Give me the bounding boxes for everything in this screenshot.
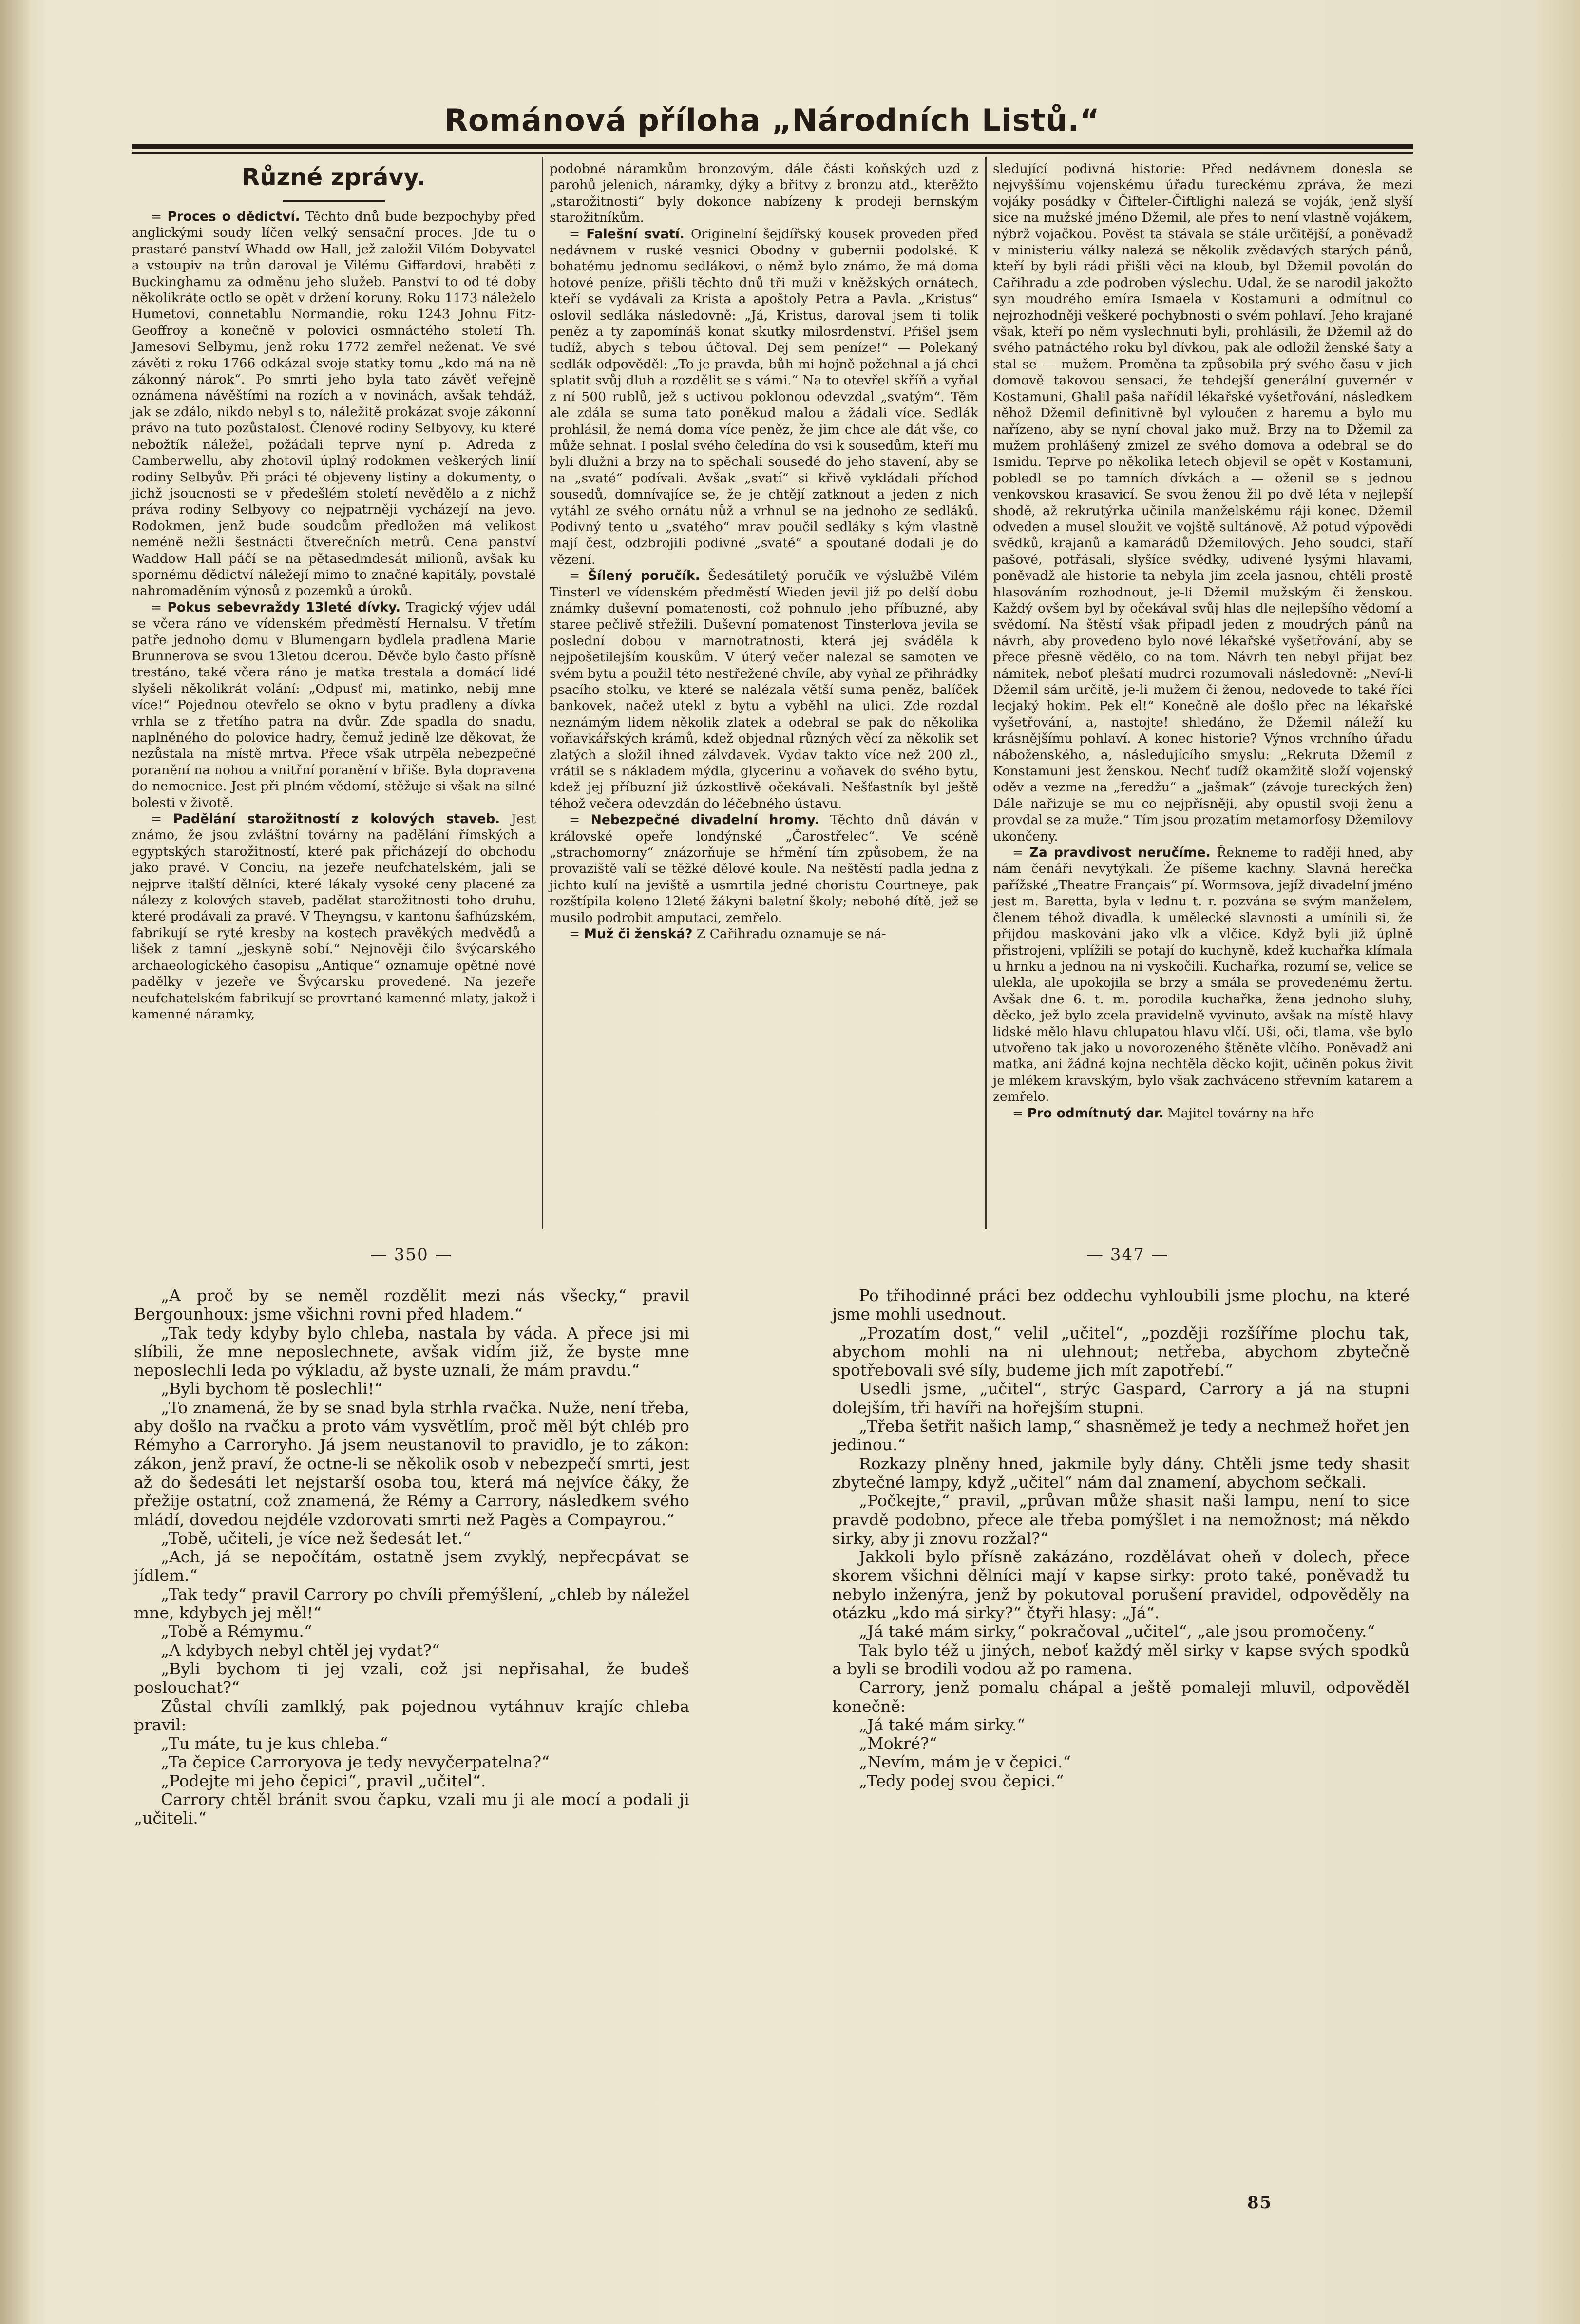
story-paragraph: „Tobě a Rémymu.“ <box>161 1622 312 1641</box>
news-item: = Proces o dědictví. Těchto dnů bude bezpochyby před anglickými soudy líčen velký sensační proces. Jde tu o prastaré panství Whadd ow Hall, jež založil Vilém Dobyvatel a vstoupiv na trůn daroval je Vilému Giffardovi, hraběti z Buckinghamu za odměnu jeho služeb. Panství to od té doby několikráte octlo se opět v držení koruny. Roku 1173 náleželo Humetovi, connetablu Normandie, roku 1243 Johnu Fitz-Geoffroy a konečně v polovici osmnáctého století Th. Jamesovi Selbymu, jenž roku 1772 zemřel neženat. Ve své závěti z roku 1766 odkázal svoje statky tomu „kdo má na ně zákonný nárok“. Po smrti jeho byla tato závěť veřejně oznámena návěštími na rozích a v novinách, avšak tehdáž, jak se zdálo, nikdo nebyl s to, náležitě prokázat svoje zákonní právo na tuto pozůstalost. Členové rodiny Selbyovy, ku které nebožtík náležel, požádali teprve nyní p. Adreda z Camberwellu, aby zhotovil úplný rodokmen veškerých linií rodiny Selbyův. Při práci té objeveny listiny a dokumenty, o jichž jsoucnosti se v předešlém století nevědělo a z nichž práva rodiny Selbyovy co nejpatrněji vycházejí na jevo. Rodokmen, jenž bude soudcům předložen má velikost neméně nežli šestnácti čtverečních metrů. Cena panství Waddow Hall páčí se na pětasedmdesát milionů, avšak ku spornému dědictví náležejí mimo to značné kapitály, povstalé nahromaděním výnosů z pozemků a úroků. <box>132 209 536 599</box>
section-title: Různé zprávy. <box>242 164 426 191</box>
story-paragraph: „Tak tedy“ pravil Carrory po chvíli přemýšlení, „chleb by náležel mne, kdybych jej měl!“ <box>134 1584 689 1623</box>
story-paragraph: Po třihodinné práci bez oddechu vyhloubili jsme plochu, na které jsme mohli usednout. <box>832 1286 1409 1324</box>
news-item-body: sledující podivná historie: Před nedávnem donesla se nejvyššímu vojenskému úřadu tureckému zpráva, že mezi vojáky posádky v Čifteler-Čiftlighi nalezá se voják, jenž slyší sice na mužské jméno Džemil, ale přes to není vlastně vojákem, nýbrž vojačkou. Pověst ta stávala se stále určitější, a poněvadž v ministeriu války nalezá se několik zvědavých starých pánů, kteří by byli rádi přišli věci na kloub, byl Džemil povolán do Cařihradu a zde podroben výslechu. Udal, že se narodil jakožto syn moudrého emíra Ismaela v Kostamuni a odmítnul co nejrozhodněji veškeré pochybnosti o svém pohlaví. Jeho krajané však, kteří po něm vyslechnuti byli, prohlásili, že Džemil až do svého patnáctého roku byl dívkou, pak ale odložil ženské šaty a stal se — mužem. Proměna ta způsobila prý svého času v jich domově takovou sensaci, že tehdejší generální guvernér v Kostamuni, Ghalil paša nařídil lékařské vyšetřování, následkem něhož Džemil definitivně byl vyloučen z haremu a bylo mu nařízeno, aby se nyní choval jako muž. Brzy na to Džemil za mužem prohlášený zmizel ze svého domova a odebral se do Ismidu. Teprve po několika letech objevil se opět v Kostamuni, pobledl se po tamních dívkách a — oženil se s jednou venkovskou krasavicí. Se svou ženou žil po dvě léta v nejlepší shodě, až rekrutýrka učinila manželskému ráji konec. Džemil odveden a musel sloužit ve vojště sultánově. Až potud výpovědi svědků, krajanů a kamarádů Džemilových. Jeho soudci, staří pašové, potřásali, slyšíce svědky, udivené lysými hlavami, poněvadž ale historie ta nebyla jim zcela jasnou, chtěli prostě hlasováním rozhodnout, je-li Džemil mužským či ženskou. Každý ovšem byl by očekával svůj hlas dle nejlepšího vědomí a svědomí. Na štěstí však připadl jeden z moudrých pánů na návrh, aby provedeno bylo nové lékařské vyšetřování, aby se přece přesně vědělo, co na tom. Návrh ten nebyl přijat bez námitek, neboť plešatí mudrci rozumovali následovně: „Neví-li Džemil sám určitě, je-li mužem či ženou, nedovede to také říci lecjaký hokim. Pek el!“ Konečně ale došlo přec na lékařské vyšetřování, a, nastojte! shledáno, že Džemil náleží ku krásnějšímu pohlaví. A konec historie? Výnos vrchního úřadu náboženského, a, následujícího smyslu: „Rekruta Džemil z Konstamuni jest ženskou. Nechť tudíž okamžitě složí vojenský oděv a vezme na „feredžu“ a „jašmak“ (závoje tureckých žen) Dále nařizuje se mu co nejpřísněji, aby opustil svoji ženu a provdal se za muže.“ Tím jsou prozatím metamorfosy Džemilovy ukončeny. <box>993 161 1413 844</box>
story-paragraph: „A kdybych nebyl chtěl jej vydat?“ <box>161 1640 440 1660</box>
story-paragraph: „Ach, já se nepočítám, ostatně jsem zvyklý, nepřecpávat se jídlem.“ <box>134 1547 689 1585</box>
news-item-body: Z Cařihradu oznamuje se ná- <box>696 926 886 942</box>
page-number-left: — 350 — <box>370 1245 453 1265</box>
story-paragraph: „Tak tedy kdyby bylo chleba, nastala by váda. A přece jsi mi slíbili, že mne neposlechnete, avšak vidím již, že byste mne neposlechli leda po výkladu, až byste uznali, že mám pravdu.“ <box>134 1323 689 1380</box>
story-paragraph: Jakkoli bylo přísně zakázáno, rozdělávat oheň v dolech, přece skorem všichni dělníci mají v kapse sirky: proto také, poněvadž tu nebylo inženýra, jenž by pokutoval porušení pravidel, odpověděly na otázku „kdo má sirky?“ čtyři hlasy: „Já“. <box>832 1547 1409 1623</box>
column-divider-1 <box>542 157 543 1229</box>
news-item-headline: Pro odmítnutý dar. <box>1027 1105 1164 1121</box>
story-paragraph: Rozkazy plněny hned, jakmile byly dány. Chtěli jsme tedy shasit zbytečné lampy, když „učitel“ nám dal znamení, abychom sečkali. <box>832 1454 1409 1492</box>
column-divider-2 <box>985 157 987 1229</box>
story-paragraph: Tak bylo též u jiných, neboť každý měl sirky v kapse svých spodků a byli se brodili vodou až po ramena. <box>832 1640 1409 1678</box>
story-paragraph: „Tedy podej svou čepici.“ <box>859 1771 1064 1790</box>
news-item-body: Šedesátiletý poručík ve výslužbě Vilém Tinsterl ve vídenském předměstí Wieden jevil již po delší dobu známky duševní pomatenosti, což pohnulo jeho příbuzné, aby staree pečlivě střežili. Duševní pomatenost Tinsterlova jevila se poslední dobou v marnotratnosti, která jej svádělа k nejpošetilejším kouskům. V úterý večer nalezal se samoten ve svém bytu a použil této nestřežené chvíle, aby vyňal ze přihrádky psacího stolku, ve které se nalézala větší suma peněz, balíček bankovek, načež utekl z bytu a vyběhl na ulici. Zde rozdal neznámým lidem několik zlatek a odebral se pak do několika voňavkářských krámů, kdež objednal různých věcí za několik set zlatých a složil ihned zálvdavek. Vydav takto více než 200 zl., vrátil se s nákladem mýdla, glycerinu a voňavek do svého bytu, kdež jej příbuzní již úzkostlivě očekávali. Nešťastník byl ještě téhož večera odevzdán do léčebného ústavu. <box>550 568 978 811</box>
signature-mark: 85 <box>1247 2193 1273 2212</box>
news-item-headline: Za pravdivost neručíme. <box>1029 845 1211 861</box>
news-item-body: Tragický výjev udál se včera ráno ve vídenském předměstí Hernalsu. V třetím patře jednoho domu v Blumengarn bydlela pradlena Marie Brunnerova se svou 13letou dcerou. Děvče bylo často přísně trestáno, také včera ráno je matka trestala a domácí lidé slyšeli několikrát volání: „Odpusť mi, matinko, nebij mne více!“ Pojednou otevřelo se okno v bytu pradleny a dívka vrhla se z třetího patra na dvůr. Zde spadla do snadu, naplněného do polovice hadry, čemuž jedině lze děkovat, že nezůstala na místě mrtva. Přece však utrpěla nebezpečné poranění na nohou a vnitřní poranění v břiše. Byla dopravena do nemocnice. Jest při plném vědomí, stěžuje si však na silné bolesti v životě. <box>132 599 536 810</box>
news-item: = Falešní svatí. Originelní šejdířský kousek proveden před nedávnem v ruské vesnici Obodny v gubernii podolské. K bohatému jednomu sedlákovi, o němž bylo známo, že má doma hotové peníze, přišli těchto dnů tři muži v kněžských ornátech, kteří se vydávali za Krista a apoštoly Petra a Pavla. „Kristus“ oslovil sedláka následovně: „Já, Kristus, daroval jsem ti tolik peněz a ty zapomínáš konat skutky milosrdenství. Přišel jsem tudíž, abych s tebou účtoval. Dej sem peníze!“ — Polekaný sedlák odpověděl: „To je pravda, bůh mi hojně požehnal a já chci splatit svůj dluh a rozdělit se s vámi.“ Na to otevřel skříň a vyňal z ní 500 rublů, jež s uctivou poklonou odevzdal „svatým“. Těm ale zdála se suma tato poněkud malou a žádali více. Sedlák prohlásil, že nemá doma více peněz, že jim chce ale dát vše, co může sehnat. I poslal svého čeledína do vsi k sousedům, kteří mu byli dlužni a brzy na to spěchali sousedé do jeho stavení, aby se na „svaté“ podívali. Avšak „svatí“ si křivě vykládali příchod sousedů, domnívajíce se, že je chtějí zatknout a jeden z nich vytáhl ze svého ornátu nůž a vrhnul se na jednoho ze sedláků. Podivný tento u „svatého“ mrav poučil sedláky s kým vlastně mají čest, odzbrojili podivné „svaté“ a spoutané dodali je do vězení. <box>550 226 978 567</box>
story-paragraph: „Počkejte,“ pravil, „průvan může shasit naši lampu, není to sice pravdě podobno, přece ale třeba pomýšlet i na nemožnost; má někdo sirky, aby ji znovu rozžal?“ <box>832 1491 1409 1548</box>
novel-column-left <box>134 1287 689 1828</box>
news-item-headline: Nebezpečné divadelní hromy. <box>590 812 819 828</box>
news-item: = Za pravdivost neručíme. Řekneme to raději hned, aby nám čenáři nevytýkali. Že píšeme kachny. Slavná herečka pařížské „Theatre Français“ pí. Wormsova, jejíž divadelní jméno jest m. Baretta, byla v lednu t. r. pozvána se svým manželem, členem téhož divadla, k umělecké slavnosti a umínili si, že přijdou maskováni jako vlk a vlčice. Když byli již úplně přistrojeni, vplížili se potají do kuchyně, kdež kuchařka klímala u hrnku a jednou na ni vyskočili. Kuchařka, rozumí se, velice se ulekla, ale upokojila se brzy a smála se provedenému žertu. Avšak dne 6. t. m. porodila kuchařka, žena jednoho sluhy, děcko, jež bylo zcela pravidelně vyvinuto, avšak na místě hlavy lidské mělo hlavu chlupatou hlavu vlčí. Uši, oči, tlama, vše bylo utvořeno tak jako u novorozeného štěněte vlčího. Poněvadž ani matka, ani žádná kojna nechtěla děcko kojit, učiněn pokus živit je mlékem kravským, bylo však zachváceno střevním katarem a zemřelo. <box>993 845 1413 1105</box>
news-item: = Padělání starožitností z kolových staveb. Jest známo, že jsou zvláštní továrny na padělání římských a egyptských starožitností, které pak přicházejí do obchodu jako pravé. V Conciu, na jezeře neufchatelském, jali se nejprve italští dělníci, které lákaly vysoké ceny placené za nálezy z kolových staveb, padělat starožitnosti toho druhu, které prodávali za pravé. V Theyngsu, v kantonu šafhúzském, fabrikují se ryté kresby na kostech pravěkých medvědů a lišek z tamní „jeskyně sobí.“ Nejnověji čilo švýcarského archaeologického časopisu „Antique“ oznamuje opětné nové padělky v jezeře ve Švýcarsku provedené. Na jezeře neufchatelském fabrikují se provrtané kamenné mlaty, jakož i kamenné náramky, <box>132 811 536 1022</box>
story-paragraph: „Já také mám sirky.“ <box>859 1715 1026 1734</box>
news-item-body: Těchto dnů bude bezpochyby před anglickými soudy líčen velký sensační proces. Jde tu o prastaré panství Whadd ow Hall, jež založil Vilém Dobyvatel a vstoupiv na trůn daroval je Vilému Giffardovi, hraběti z Buckinghamu za odměnu jeho služeb. Panství to od té doby několikráte octlo se opět v držení koruny. Roku 1173 náleželo Humetovi, connetablu Normandie, roku 1243 Johnu Fitz-Geoffroy a konečně v polovici osmnáctého století Th. Jamesovi Selbymu, jenž roku 1772 zemřel neženat. Ve své závěti z roku 1766 odkázal svoje statky tomu „kdo má na ně zákonný nárok“. Po smrti jeho byla tato závěť veřejně oznámena návěštími na rozích a v novinách, avšak tehdáž, jak se zdálo, nikdo nebyl s to, náležitě prokázat svoje zákonní právo na tuto pozůstalost. Členové rodiny Selbyovy, ku které nebožtík náležel, požádali teprve nyní p. Adreda z Camberwellu, aby zhotovil úplný rodokmen veškerých linií rodiny Selbyův. Při práci té objeveny listiny a dokumenty, o jichž jsoucnosti se v předešlém století nevědělo a z nichž práva rodiny Selbyovy co nejpatrněji vycházejí na jevo. Rodokmen, jenž bude soudcům předložen má velikost neméně nežli šestnácti čtverečních metrů. Cena panství Waddow Hall páčí se na pětasedmdesát milionů, avšak ku spornému dědictví náležejí mimo to značné kapitály, povstalé nahromaděním výnosů z pozemků a úroků. <box>132 209 536 599</box>
story-paragraph: „Třeba šetřit našich lamp,“ shasněmež je tedy a nechmež hořet jen jedinou.“ <box>832 1417 1409 1455</box>
news-item-headline: Proces o dědictví. <box>167 209 300 224</box>
story-paragraph: „Tu máte, tu je kus chleba.“ <box>161 1734 388 1753</box>
story-paragraph: „Prozatím dost,“ velil „učitel“, „později rozšíříme plochu tak, abychom mohli na ni ulehnout; netřeba, abychom zbytečně spotřebovali své síly, budeme jich mít zapotřebí.“ <box>832 1323 1409 1380</box>
news-item: = Muž či ženská? Z Cařihradu oznamuje se ná- <box>569 926 886 942</box>
page-fold-shadow <box>0 0 29 2324</box>
story-paragraph: „Ta čepice Carroryova je tedy nevyčerpatelna?“ <box>161 1752 550 1772</box>
news-item: = Nebezpečné divadelní hromy. Těchto dnů dáván v královské opeře londýnské „Čarostřelec“. Ve scéně „strachomorny“ znázorňuje se hřmění tím způsobem, že na provaziště valí se těžké dělové koule. Na neštěstí padla jedna z jichto kulí na jeviště a usmrtila jedné choristu Courtneye, pak rozštípila koleno 12leté žákyni baletní školy; nebohé dítě, jež se musilo podrobit amputaci, zemřelo. <box>550 812 978 925</box>
news-item-continued <box>993 161 1413 845</box>
story-paragraph: „Byli bychom tě poslechli!“ <box>161 1379 383 1399</box>
masthead-rule-thick <box>132 144 1413 149</box>
story-paragraph: Usedli jsme, „učitel“, strýc Gaspard, Carrory a já na stupni dolejším, tři havíři na hořejším stupni. <box>832 1379 1409 1417</box>
story-paragraph: Carrory chtěl bránit svou čapku, vzali mu ji ale mocí a podali ji „učiteli.“ <box>134 1790 689 1828</box>
news-item-body: podobné náramkům bronzovým, dále části koňských uzd z parohů jelenich, náramky, dýky a břitvy z bronzu atd., kterěžto „starožitnosti“ byly dokonce nabízeny k prodeji bernským starožitníkům. <box>550 161 978 226</box>
news-item-continued <box>550 161 978 226</box>
news-item-headline: Padělání starožitností z kolových staveb. <box>173 811 500 827</box>
news-column-middle <box>550 161 978 942</box>
supplement-masthead: Románová příloha „Národních Listů.“ <box>444 102 1100 138</box>
news-item: = Šílený poručík. Šedesátiletý poručík ve výslužbě Vilém Tinsterl ve vídenském předměstí Wieden jevil již po delší dobu známky duševní pomatenosti, což pohnulo jeho příbuzné, aby staree pečlivě střežili. Duševní pomatenost Tinsterlova jevila se poslední dobou v marnotratnosti, která jej svádělа k nejpošetilejším kouskům. V úterý večer nalezal se samoten ve svém bytu a použil této nestřežené chvíle, aby vyňal ze přihrádky psacího stolku, ve které se nalézala větší suma peněz, balíček bankovek, načež utekl z bytu a vyběhl na ulici. Zde rozdal neznámým lidem několik zlatek a odebral se pak do několika voňavkářských krámů, kdež objednal různých věcí za několik set zlatých a složil ihned zálvdavek. Vydav takto více než 200 zl., vrátil se s nákladem mýdla, glycerinu a voňavek do svého bytu, kdež jej příbuzní již úzkostlivě očekávali. Nešťastník byl ještě téhož večera odevzdán do léčebného ústavu. <box>550 568 978 811</box>
news-item-headline: Pokus sebevraždy 13leté dívky. <box>167 599 401 615</box>
section-title-rule <box>283 200 385 202</box>
story-paragraph: „A proč by se neměl rozdělit mezi nás všecky,“ pravil Bergounhoux: jsme všichni rovni před hladem.“ <box>134 1286 689 1324</box>
news-item-body: Originelní šejdířský kousek proveden před nedávnem v ruské vesnici Obodny v gubernii podolské. K bohatému jednomu sedlákovi, o němž bylo známo, že má doma hotové peníze, přišli těchto dnů tři muži v kněžských ornátech, kteří se vydávali za Krista a apoštoly Petra a Pavla. „Kristus“ oslovil sedláka následovně: „Já, Kristus, daroval jsem ti tolik peněz a ty zapomínáš konat skutky milosrdenství. Přišel jsem tudíž, abych s tebou účtoval. Dej sem peníze!“ — Polekaný sedlák odpověděl: „To je pravda, bůh mi hojně požehnal a já chci splatit svůj dluh a rozdělit se s vámi.“ Na to otevřel skříň a vyňal z ní 500 rublů, jež s uctivou poklonou odevzdal „svatým“. Těm ale zdála se suma tato poněkud malou a žádali více. Sedlák prohlásil, že nemá doma více peněz, že jim chce ale dát vše, co může sehnat. I poslal svého čeledína do vsi k sousedům, kteří mu byli dlužni a brzy na to spěchali sousedé do jeho stavení, aby se na „svaté“ podívali. Avšak „svatí“ si křivě vykládali příchod sousedů, domnívajíce se, že je chtějí zatknout a jeden z nich vytáhl ze svého ornátu nůž a vrhnul se na jednoho ze sedláků. Podivný tento u „svatého“ mrav poučil sedláky s kým vlastně mají čest, odzbrojili podivné „svaté“ a spoutané dodali je do vězení. <box>550 226 978 567</box>
news-item-headline: Muž či ženská? <box>584 926 693 942</box>
story-paragraph: „Já také mám sirky,“ pokračoval „učitel“, „ale jsou promočeny.“ <box>859 1622 1375 1641</box>
story-paragraph: „Mokré?“ <box>859 1734 937 1753</box>
masthead-rule-thin <box>132 152 1413 154</box>
story-paragraph: Zůstal chvíli zamlklý, pak pojednou vytáhnuv krajíc chleba pravil: <box>134 1696 689 1734</box>
news-column-left <box>132 161 536 1022</box>
news-column-right <box>993 161 1413 1121</box>
story-paragraph: Carrory, jenž pomalu chápal a ještě pomaleji mluvil, odpověděl konečně: <box>832 1678 1409 1716</box>
story-paragraph: „Podejte mi jeho čepici“, pravil „učitel“. <box>161 1771 486 1790</box>
news-item-headline: Šílený poručík. <box>588 568 700 584</box>
news-item-body: Jest známo, že jsou zvláštní továrny na padělání římských a egyptských starožitností, které pak přicházejí do obchodu jako pravé. V Conciu, na jezeře neufchatelském, jali se nejprve italští dělníci, které lákaly vysoké ceny placené za nálezy z kolových staveb, padělat starožitnosti toho druhu, které prodávali za pravé. V Theyngsu, v kantonu šafhúzském, fabrikují se ryté kresby na kostech pravěkých medvědů a lišek z tamní „jeskyně sobí.“ Nejnověji čilo švýcarského archaeologického časopisu „Antique“ oznamuje opětné nové padělky v jezeře ve Švýcarsku provedené. Na jezeře neufchatelském fabrikují se provrtané kamenné mlaty, jakož i kamenné náramky, <box>132 811 536 1022</box>
news-item: = Pro odmítnutý dar. Majitel továrny na hře- <box>1012 1105 1318 1121</box>
news-item-body: Majitel továrny na hře- <box>1167 1105 1318 1121</box>
news-item: = Pokus sebevraždy 13leté dívky. Tragický výjev udál se včera ráno ve vídenském předměstí Hernalsu. V třetím patře jednoho domu v Blumengarn bydlela pradlena Marie Brunnerova se svou 13letou dcerou. Děvče bylo často přísně trestáno, také včera ráno je matka trestala a domácí lidé slyšeli několikrát volání: „Odpusť mi, matinko, nebij mne více!“ Pojednou otevřelo se okno v bytu pradleny a dívka vrhla se z třetího patra na dvůr. Zde spadla do snadu, naplněného do polovice hadry, čemuž jedině lze děkovat, že nezůstala na místě mrtva. Přece však utrpěla nebezpečné poranění na nohou a vnitřní poranění v břiše. Byla dopravena do nemocnice. Jest při plném vědomí, stěžuje si však na silné bolesti v životě. <box>132 599 536 810</box>
news-item-body: Těchto dnů dáván v královské opeře londýnské „Čarostřelec“. Ve scéně „strachomorny“ znázorňuje se hřmění tím způsobem, že na provaziště valí se těžké dělové koule. Na neštěstí padla jedna z jichto kulí na jeviště a usmrtila jedné choristu Courtneye, pak rozštípila koleno 12leté žákyni baletní školy; nebohé dítě, jež se musilo podrobit amputaci, zemřelo. <box>550 812 978 925</box>
story-paragraph: „To znamená, že by se snad byla strhla rvačka. Nuže, není třeba, aby došlo na rvačku a proto vám vysvětlím, proč měl být chléb pro Rémyho a Carroryho. Já jsem neustanovil to pravidlo, je to zákon: zákon, jenž praví, že octne-li se několik osob v nebezpečí smrti, jest až do šedesáti let nejstarší osoba tou, která má nejvíce čáky, že přežije ostatní, což znamená, že Rémy a Carrory, následkem svého mládí, dovedou nejdéle vzdorovati smrti než Pagès a Compayrou.“ <box>134 1398 689 1529</box>
novel-column-right <box>832 1287 1409 1790</box>
page-number-right: — 347 — <box>1086 1245 1169 1265</box>
news-item-headline: Falešní svatí. <box>586 226 685 242</box>
news-item-body: Řekneme to raději hned, aby nám čenáři nevytýkali. Že píšeme kachny. Slavná herečka pařížské „Theatre Français“ pí. Wormsova, jejíž divadelní jméno jest m. Baretta, byla v lednu t. r. pozvána se svým manželem, členem téhož divadla, k umělecké slavnosti a umínili si, že přijdou maskováni jako vlk a vlčice. Když byli již úplně přistrojeni, vplížili se potají do kuchyně, kdež kuchařka klímala u hrnku a jednou na ni vyskočili. Kuchařka, rozumí se, velice se ulekla, ale upokojila se brzy a smála se provedenému žertu. Avšak dne 6. t. m. porodila kuchařka, žena jednoho sluhy, děcko, jež bylo zcela pravidelně vyvinuto, avšak na místě hlavy lidské mělo hlavu chlupatou hlavu vlčí. Uši, oči, tlama, vše bylo utvořeno tak jako u novorozeného štěněte vlčího. Poněvadž ani matka, ani žádná kojna nechtěla děcko kojit, učiněn pokus živit je mlékem kravským, bylo však zachváceno střevním katarem a zemřelo. <box>993 845 1413 1105</box>
story-paragraph: „Byli bychom ti jej vzali, což jsi nepřisahal, že budeš poslouchat?“ <box>134 1659 689 1697</box>
story-paragraph: „Nevím, mám je v čepici.“ <box>859 1752 1071 1772</box>
story-paragraph: „Tobě, učiteli, je více než šedesát let.“ <box>161 1528 471 1548</box>
